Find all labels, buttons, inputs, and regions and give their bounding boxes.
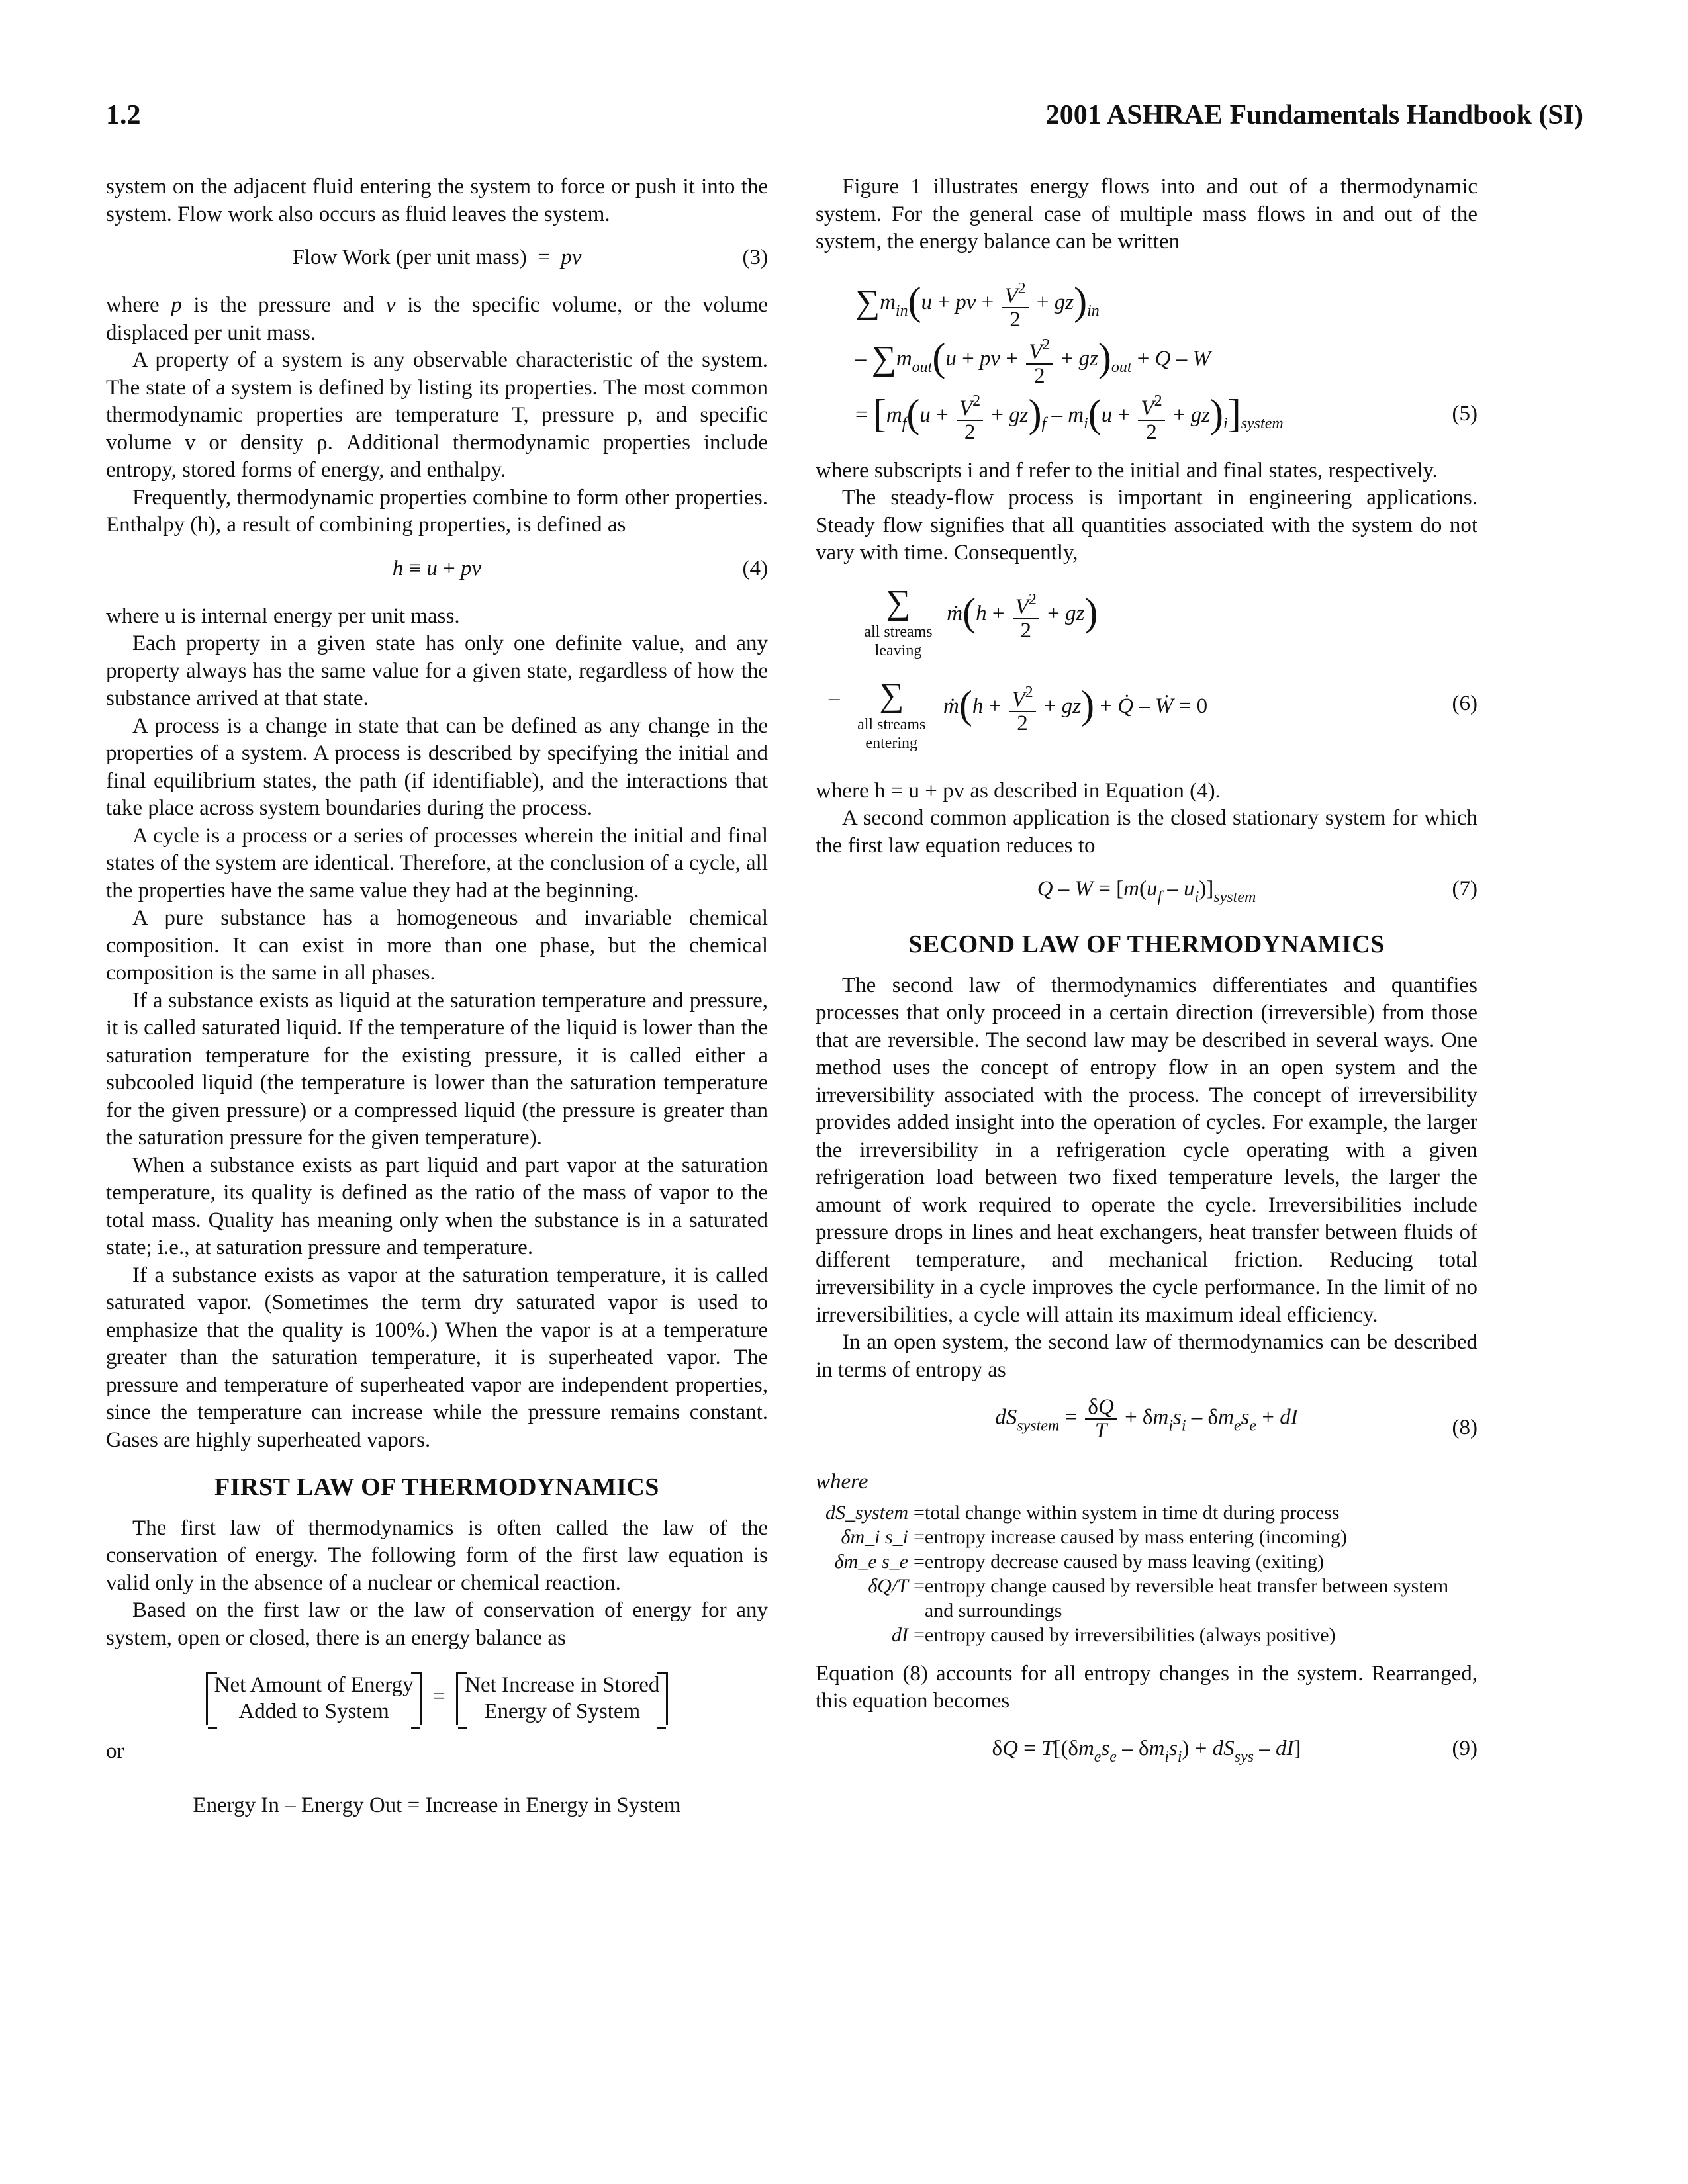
equation-6-line1: ∑ all streams leaving ṁ(h + $\frac{V^2}{2}$ + gz)	[864, 583, 1098, 659]
equation-6-line2: – ∑ all streams entering ṁ(h + $\frac{V^2}{2}$ + gz) + Q̇ – Ẇ = 0	[829, 676, 1208, 752]
paragraph: where u is internal energy per unit mass.	[106, 604, 460, 628]
list-item: δQ/T = entropy change caused by reversible heat transfer between system and surroundings	[868, 1574, 1449, 1621]
equation-5	[816, 271, 1477, 449]
equation-expression: Flow Work (per unit mass) = pv	[292, 246, 582, 269]
equation-9	[816, 1731, 1477, 1771]
right-column	[816, 173, 1477, 1783]
left-column	[106, 173, 768, 1833]
list-item: δm_e s_e = entropy decrease caused by mass leaving (exiting)	[834, 1550, 1325, 1572]
section-heading-first-law: FIRST LAW OF THERMODYNAMICS	[214, 1473, 659, 1501]
equation-expression: $Q - W = [m(u_f - u_i)]_{system}$	[1037, 877, 1256, 906]
word-equation: Energy In – Energy Out = Increase in Energy in System	[193, 1793, 681, 1817]
paragraph-saturated-liquid: If a substance exists as liquid at the saturation temperature and pressure, it is called saturated liquid. If the temperature of the liquid is lower than the saturation temperature for the existing pressure, it is called either a subcooled liquid (the temperature is lower than the saturation temperature for the given pressure) or a compressed liquid (the pressure is greater than the saturation pressure for the given temperature).	[106, 988, 768, 1150]
equation-expression: h ≡ u + pv	[392, 556, 482, 580]
equation-number: (5)	[1452, 401, 1477, 426]
equation-number: (4)	[742, 556, 768, 580]
paragraph: Based on the first law or the law of conservation of energy for any system, open or closed, there is an energy balance as	[106, 1598, 768, 1650]
equation-number: (7)	[1452, 877, 1477, 901]
list-item: δm_i s_i = entropy increase caused by mass entering (incoming)	[841, 1525, 1348, 1548]
paragraph: where h = u + pv as described in Equation (4).	[816, 778, 1221, 803]
equation-number: (8)	[1452, 1416, 1477, 1439]
equation-3	[106, 240, 768, 280]
paragraph-enthalpy: Frequently, thermodynamic properties combine to form other properties. Enthalpy (h), a result of combining properties, is defined as	[106, 485, 768, 537]
paragraph-pure-substance: A pure substance has a homogeneous and invariable chemical composition. It can exist in more than one phase, but the chemical composition is the same in all phases.	[106, 906, 768, 985]
paragraph: where subscripts i and f refer to the initial and final states, respectively.	[816, 458, 1438, 482]
equation-5-line1: $\sum m_{in}(u$ + pv + $\frac{V^2}{2}$ + $gz)_{in}$	[855, 277, 1100, 331]
paragraph: Equation (8) accounts for all entropy changes in the system. Rearranged, this equation becomes	[816, 1661, 1477, 1713]
paragraph: system on the adjacent fluid entering the system to force or push it into the system. Flow work also occurs as fluid leaves the system.	[106, 175, 768, 226]
energy-added-box: Net Amount of Energy Added to System	[206, 1672, 422, 1725]
equation-expression: $dS_{system}$ = $\frac{\delta Q}{T}$ + $\delta m_is_i - \delta m_es_e$ + dI	[995, 1395, 1298, 1443]
where-label: where	[816, 1470, 868, 1494]
paragraph: The first law of thermodynamics is often called the law of the conservation of energy. The following form of the first law equation is valid only in the absence of a nuclear or chemical reaction.	[106, 1516, 768, 1595]
definitions-list	[816, 1500, 1477, 1647]
equation-expression: $\delta Q = T[(\delta m_es_e - \delta m_is_i) + dS_{sys} - dI]$	[992, 1736, 1301, 1766]
paragraph-saturated-vapor: If a substance exists as vapor at the saturation temperature, it is called saturated vapor. (Sometimes the term dry saturated vapor is used to emphasize that the quality is 100%.) When the vapor is at a temperature greater than the saturation temperature, it is superheated vapor. The pressure and temperature of superheated vapor are independent properties, since the temperature can increase while the pressure remains constant. Gases are highly superheated vapors.	[106, 1263, 768, 1452]
book-title: 2001 ASHRAE Fundamentals Handbook (SI)	[1045, 100, 1583, 130]
equation-number: (6)	[1452, 691, 1477, 715]
paragraph: In an open system, the second law of thermodynamics can be described in terms of entropy as	[816, 1330, 1477, 1382]
paragraph-cycle: A cycle is a process or a series of processes wherein the initial and final states of the system are identical. Therefore, at the conclusion of a cycle, all the properties have the same value they had at the beginning.	[106, 823, 768, 903]
paragraph: Each property in a given state has only one definite value, and any property always has the same value for a given state, regardless of how the substance arrived at that state.	[106, 631, 768, 710]
equation-8	[816, 1396, 1477, 1462]
page-number: 1.2	[106, 100, 141, 130]
paragraph-process: A process is a change in state that can be defined as any change in the properties of a system. A process is described by specifying the initial and final equilibrium states, the path (if identifiable), and the interactions that take place across system boundaries during the process.	[106, 713, 768, 820]
list-item: dS_system = total change within system in time dt during process	[825, 1501, 1340, 1524]
section-heading-second-law: SECOND LAW OF THERMODYNAMICS	[908, 931, 1385, 958]
paragraph: where p is the pressure and v is the specific volume, or the volume displaced per unit mass.	[106, 293, 768, 345]
equation-7	[816, 872, 1477, 911]
equation-6	[816, 576, 1477, 768]
equation-number: (3)	[742, 246, 768, 269]
equation-4	[106, 551, 768, 591]
or-text: or	[106, 1739, 124, 1763]
paragraph: A second common application is the closed stationary system for which the first law equation reduces to	[816, 806, 1477, 858]
equation-number: (9)	[1452, 1736, 1477, 1760]
paragraph: The second law of thermodynamics differentiates and quantifies processes that only proceed in a certain direction (irreversible) from those that are reversible. The second law may be described in several ways. One method uses the concept of entropy flow in an open system and the irreversibility associated with the process. The concept of irreversibility provides added insight into the operation of cycles. For example, the larger the irreversibility in a refrigeration cycle operating with a given refrigeration load between two fixed temperature levels, the larger the amount of work required to operate the cycle. Irreversibilities include pressure drops in lines and heat exchangers, heat transfer between fluids of different temperature, and mechanical friction. Reducing total irreversibility in a cycle improves the cycle performance. In the limit of no irreversibilities, a cycle will attain its maximum ideal efficiency.	[816, 973, 1477, 1327]
paragraph-steady-flow: The steady-flow process is important in engineering applications. Steady flow signifies that all quantities associated with the system do not vary with time. Consequently,	[816, 486, 1477, 565]
equation-5-line2: – $\sum m_{out}(u$ + pv + $\frac{V^2}{2}$ + $gz)_{out} + Q - W$	[855, 334, 1211, 387]
paragraph-quality: When a substance exists as part liquid and part vapor at the saturation temperature, its quality is defined as the ratio of the mass of vapor to the total mass. Quality has meaning only when the substance is in a saturated state; i.e., at saturation pressure and temperature.	[106, 1153, 768, 1259]
paragraph-property: A property of a system is any observable characteristic of the system. The state of a system is defined by listing its properties. The most common thermodynamic properties are temperature T, pressure p, and specific volume v or density ρ. Additional thermodynamic properties include entropy, stored forms of energy, and enthalpy.	[106, 348, 768, 482]
paragraph: Figure 1 illustrates energy flows into and out of a thermodynamic system. For the general case of multiple mass flows in and out of the system, the energy balance can be written	[816, 175, 1477, 253]
energy-stored-box: Net Increase in Stored Energy of System	[456, 1672, 668, 1725]
list-item: dI = entropy caused by irreversibilities (always positive)	[892, 1623, 1336, 1646]
energy-balance-boxes: Net Amount of Energy Added to System = Net Increase in Stored Energy of System	[106, 1672, 768, 1725]
equation-5-line3: = [$m_f(u$ + $\frac{V^2}{2}$ + $gz)_f - m_i(u$ + $\frac{V^2}{2}$ + $gz)_i]_{system}$	[855, 390, 1284, 443]
